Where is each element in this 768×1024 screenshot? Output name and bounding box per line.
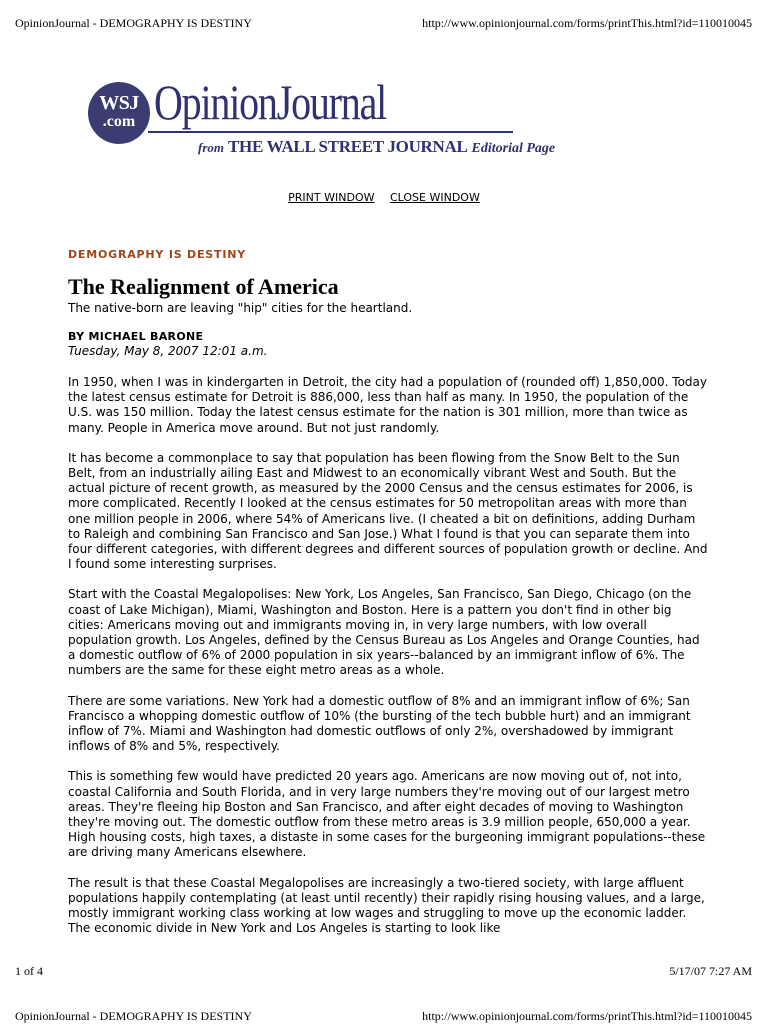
article-byline: BY MICHAEL BARONE (68, 330, 204, 343)
article-kicker: DEMOGRAPHY IS DESTINY (68, 248, 246, 261)
logo-tagline (198, 137, 555, 157)
article-paragraph: In 1950, when I was in kindergarten in Detroit, the city had a population of (rounded off) 1,850,000. Today the latest census estimate for Detroit is 886,000, less than half as many. In 1950, the population of the U.S. was 150 million. Today the latest census estimate for the nation is 301 million, more than twice as many. People in America move around. But not just randomly. (68, 375, 707, 435)
logo-wordmark: OpinionJournal (154, 74, 387, 130)
logo-section: Editorial Page (471, 141, 556, 156)
logo-from: from (198, 140, 224, 155)
print-header (0, 16, 768, 30)
article-date: Tuesday, May 8, 2007 12:01 a.m. (68, 344, 268, 358)
window-links (0, 191, 768, 204)
print-timestamp: 5/17/07 7:27 AM (669, 964, 752, 978)
article-paragraph: This is something few would have predicted 20 years ago. Americans are now moving out of, not into, coastal California and South Florida, and in very large numbers they're moving out of our largest metro areas. They're fleeing hip Boston and San Francisco, and after eight decades of moving to Washington they're moving out. The domestic outflow from these metro areas is 3.9 million people, 650,000 a year. High housing costs, high taxes, a distaste in some cases for the burgeoning immigrant populations--these are driving many Americans elsewhere. (68, 769, 706, 860)
next-page-url: http://www.opinionjournal.com/forms/printThis.html?id=110010045 (422, 1009, 752, 1023)
article-body (68, 375, 708, 937)
next-page-header (0, 1009, 768, 1023)
print-footer (0, 964, 768, 978)
logo-paper: THE WALL STREET JOURNAL (228, 137, 468, 156)
close-window-link[interactable]: CLOSE WINDOW (389, 191, 480, 204)
logo-rule (148, 131, 513, 133)
wsj-text: WSJ (99, 92, 139, 114)
article-paragraph: It has become a commonplace to say that population has been flowing from the Snow Belt to the Sun Belt, from an industrially ailing East and Midwest to an economically vibrant West and South. But the actual picture of recent growth, as measured by the 2000 Census and the census estimates for 2006, is more complicated. Recently I looked at the census estimates for 50 metropolitan areas with more than one million people in 2006, where 54% of Americans live. (I cheated a bit on definitions, adding Durham to Raleigh and combining San Francisco and San Jose.) What I found is that you can separate them into four different categories, with different degrees and different sources of population growth or decline. And I found some interesting surprises. (68, 450, 708, 572)
print-window-link[interactable]: PRINT WINDOW (288, 191, 375, 204)
article-paragraph: There are some variations. New York had a domestic outflow of 8% and an immigrant inflow of 6%; San Francisco a whopping domestic outflow of 10% (the bursting of the tech bubble hurt) and an immigrant inflow of 7%. Miami and Washington had domestic outflows of only 2%, overshadowed by immigrant inflows of 8% and 5%, respectively. (68, 693, 691, 754)
next-page-title: OpinionJournal - DEMOGRAPHY IS DESTINY (15, 1009, 252, 1023)
wsj-badge (88, 82, 150, 144)
article (68, 248, 708, 952)
opinionjournal-logo (88, 74, 556, 160)
page-number: 1 of 4 (15, 964, 43, 978)
page-url: http://www.opinionjournal.com/forms/printThis.html?id=110010045 (422, 16, 752, 30)
article-headline: The Realignment of America (68, 274, 339, 299)
article-dek: The native-born are leaving "hip" cities for the heartland. (68, 301, 413, 315)
article-paragraph: Start with the Coastal Megalopolises: New York, Los Angeles, San Francisco, San Diego, Chicago (on the coast of Lake Michigan), Miami, Washington and Boston. Here is a pattern you don't find in other big cities: Americans moving out and immigrants moving in, in very large numbers, with low overall population growth. Los Angeles, defined by the Census Bureau as Los Angeles and Orange Counties, had a domestic outflow of 6% of 2000 population in six years--balanced by an immigrant inflow of 6%. The numbers are the same for these eight metro areas as a whole. (68, 587, 700, 678)
com-text: .com (102, 113, 136, 130)
article-paragraph: The result is that these Coastal Megalopolises are increasingly a two-tiered society, with large affluent populations happily contemplating (at least until recently) their rapidly rising housing values, and a large, mostly immigrant working class working at low wages and struggling to move up the economic ladder. The economic divide in New York and Los Angeles is starting to look like (68, 875, 705, 936)
page-title: OpinionJournal - DEMOGRAPHY IS DESTINY (15, 16, 252, 30)
